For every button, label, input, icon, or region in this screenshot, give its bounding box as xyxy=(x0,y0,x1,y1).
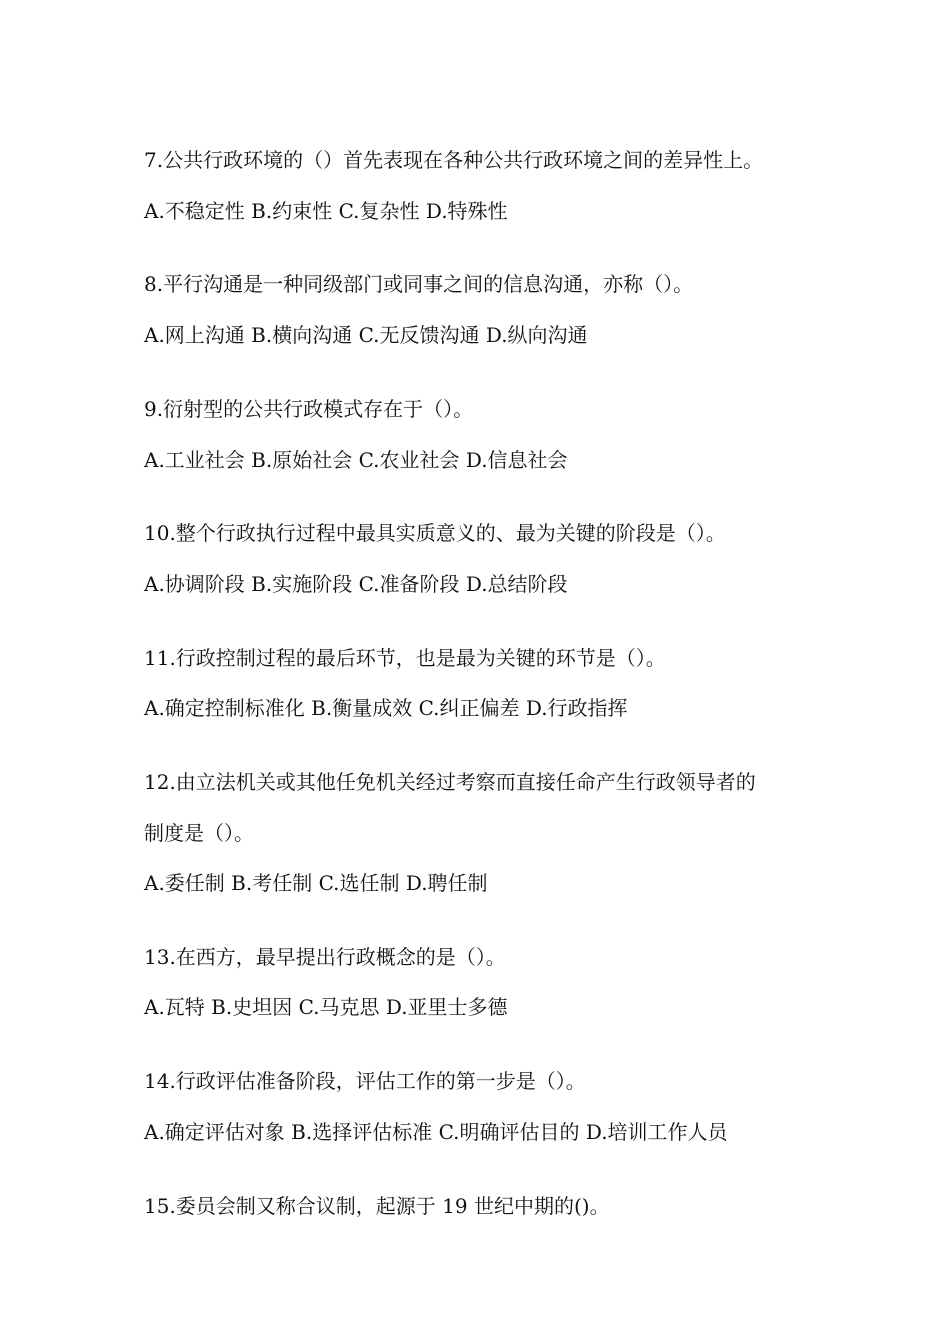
question-12-stem: 12.由立法机关或其他任免机关经过考察而直接任命产生行政领导者的 xyxy=(144,770,756,794)
question-9-options: A.工业社会 B.原始社会 C.农业社会 D.信息社会 xyxy=(144,448,568,472)
question-7-options: A.不稳定性 B.约束性 C.复杂性 D.特殊性 xyxy=(144,199,508,223)
question-11-stem: 11.行政控制过程的最后环节，也是最为关键的环节是（）。 xyxy=(144,646,666,670)
question-8-options: A.网上沟通 B.横向沟通 C.无反馈沟通 D.纵向沟通 xyxy=(144,323,588,347)
question-14-options: A.确定评估对象 B.选择评估标准 C.明确评估目的 D.培训工作人员 xyxy=(144,1120,728,1144)
question-8-stem: 8.平行沟通是一种同级部门或同事之间的信息沟通，亦称（）。 xyxy=(144,272,694,296)
question-13-options: A.瓦特 B.史坦因 C.马克思 D.亚里士多德 xyxy=(144,995,508,1019)
question-12-options: A.委任制 B.考任制 C.选任制 D.聘任制 xyxy=(144,871,488,895)
question-12-stem-continued: 制度是（）。 xyxy=(144,821,254,845)
question-13-stem: 13.在西方，最早提出行政概念的是（）。 xyxy=(144,945,506,969)
question-10-stem: 10.整个行政执行过程中最具实质意义的、最为关键的阶段是（）。 xyxy=(144,521,726,545)
question-11-options: A.确定控制标准化 B.衡量成效 C.纠正偏差 D.行政指挥 xyxy=(144,696,628,720)
question-9-stem: 9.衍射型的公共行政模式存在于（）。 xyxy=(144,397,474,421)
question-15-stem: 15.委员会制又称合议制，起源于 19 世纪中期的()。 xyxy=(144,1194,610,1218)
question-14-stem: 14.行政评估准备阶段，评估工作的第一步是（）。 xyxy=(144,1069,586,1093)
question-10-options: A.协调阶段 B.实施阶段 C.准备阶段 D.总结阶段 xyxy=(144,572,568,596)
question-7-stem: 7.公共行政环境的（）首先表现在各种公共行政环境之间的差异性上。 xyxy=(144,148,764,172)
